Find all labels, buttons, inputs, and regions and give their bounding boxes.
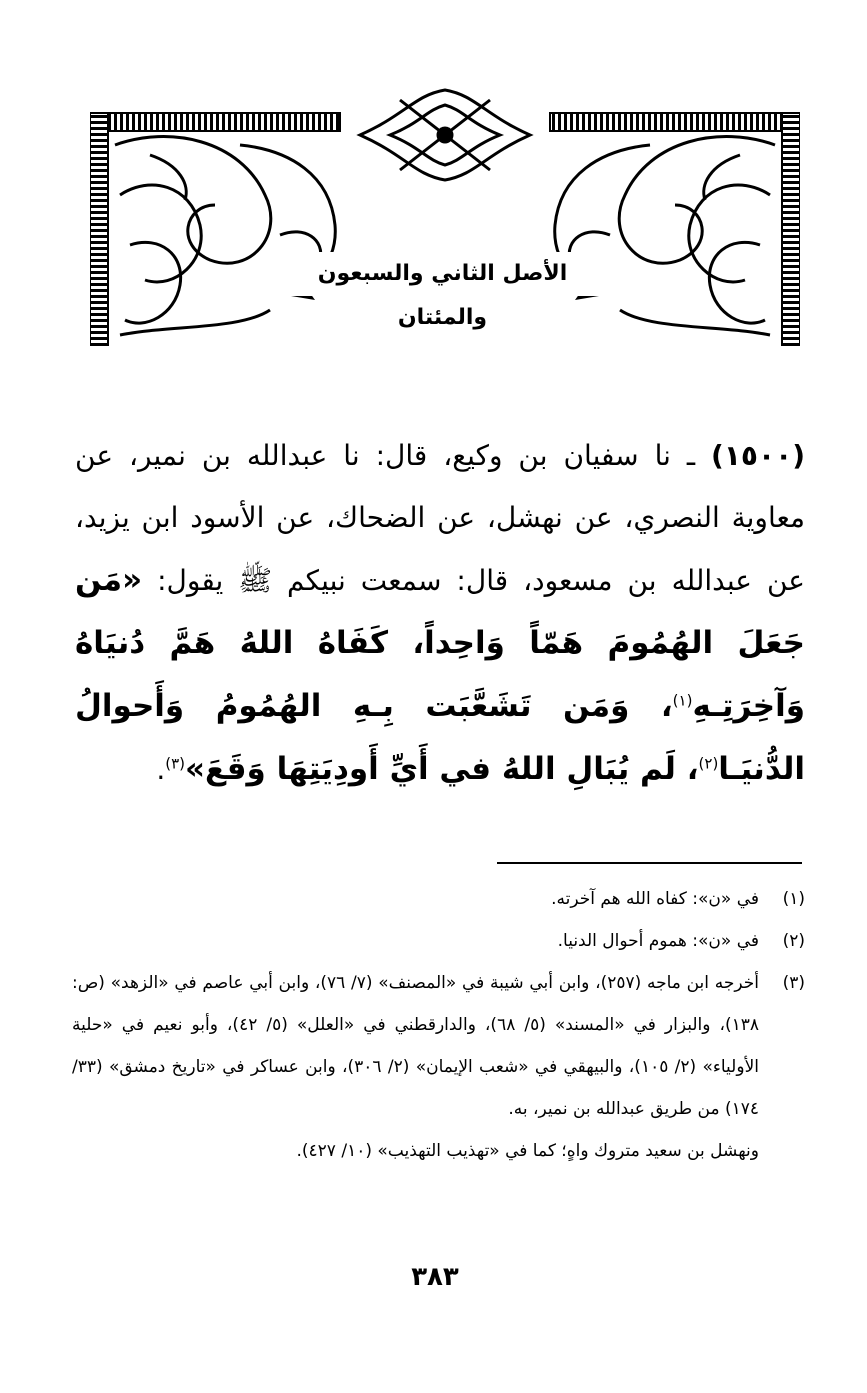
hadith-matn-part2: ، وَمَن تَشَعَّبَت بِـهِ الهُمُومُ وَأَحوالُ الدُّنيَـا <box>75 688 805 787</box>
footnote-ref-1[interactable]: (١) <box>672 691 693 710</box>
hadith-matn-part3: ، لَم يُبَالِ اللهُ في أَيِّ أَودِيَتِهَا وَقَعَ» <box>185 751 699 787</box>
footnote-text: ونهشل بن سعيد متروك واهٍ؛ كما في «تهذيب التهذيب» (١٠/ ٤٢٧). <box>296 1141 759 1161</box>
footnote-text: أخرجه ابن ماجه (٢٥٧)، وابن أبي شيبة في «المصنف» (٧/ ٧٦)، وابن أبي عاصم في «الزهد» (ص: ١٣٨)، والبزار في «المسند» (٥/ ٦٨)، والدارقطني في «العلل» (٥/ ٤٢)، وأبو نعيم في «حلية الأولياء» (٢/ ١٠٥)، والبيهقي في «شعب الإيمان» (٢/ ٣٠٦)، وابن عساكر في «تاريخ دمشق» (٣٣/ ١٧٤) من طريق عبدالله بن نمير، به. <box>72 973 760 1119</box>
footnote-text: في «ن»: هموم أحوال الدنيا. <box>557 931 759 951</box>
footnote-item <box>72 878 805 920</box>
footnotes <box>72 878 805 1172</box>
footnote-number: (٣) <box>782 973 805 993</box>
footnote-ref-3[interactable]: (٣) <box>165 754 186 773</box>
footnote-text: في «ن»: كفاه الله هم آخرته. <box>551 889 759 909</box>
hadith-matn-part1: «مَن جَعَلَ الهُمُومَ هَمّاً وَاحِداً، كَفَاهُ اللهُ هَمَّ دُنيَاهُ وَآخِرَتِـهِ <box>75 562 805 724</box>
footnote-number: (١) <box>782 889 805 909</box>
hadith-paragraph <box>75 425 805 801</box>
footnote-separator <box>497 862 802 864</box>
chapter-title: الأصل الثاني والسبعون والمئتان <box>270 252 615 296</box>
footnote-item <box>72 920 805 962</box>
footnote-number: (٢) <box>782 931 805 951</box>
hadith-isnad: ـ نا سفيان بن وكيع، قال: نا عبدالله بن نمير، عن معاوية النصري، عن نهشل، عن الضحاك، عن الأسود ابن يزيد، عن عبدالله بن مسعود، قال: سمعت نبيكم ﷺ يقول: <box>75 439 805 597</box>
sentence-end: . <box>156 753 166 786</box>
footnote-item <box>72 962 805 1172</box>
footnote-ref-2[interactable]: (٢) <box>698 754 719 773</box>
page-number: ٣٨٣ <box>411 1262 459 1292</box>
hadith-number: (١٥٠٠) <box>711 439 805 472</box>
